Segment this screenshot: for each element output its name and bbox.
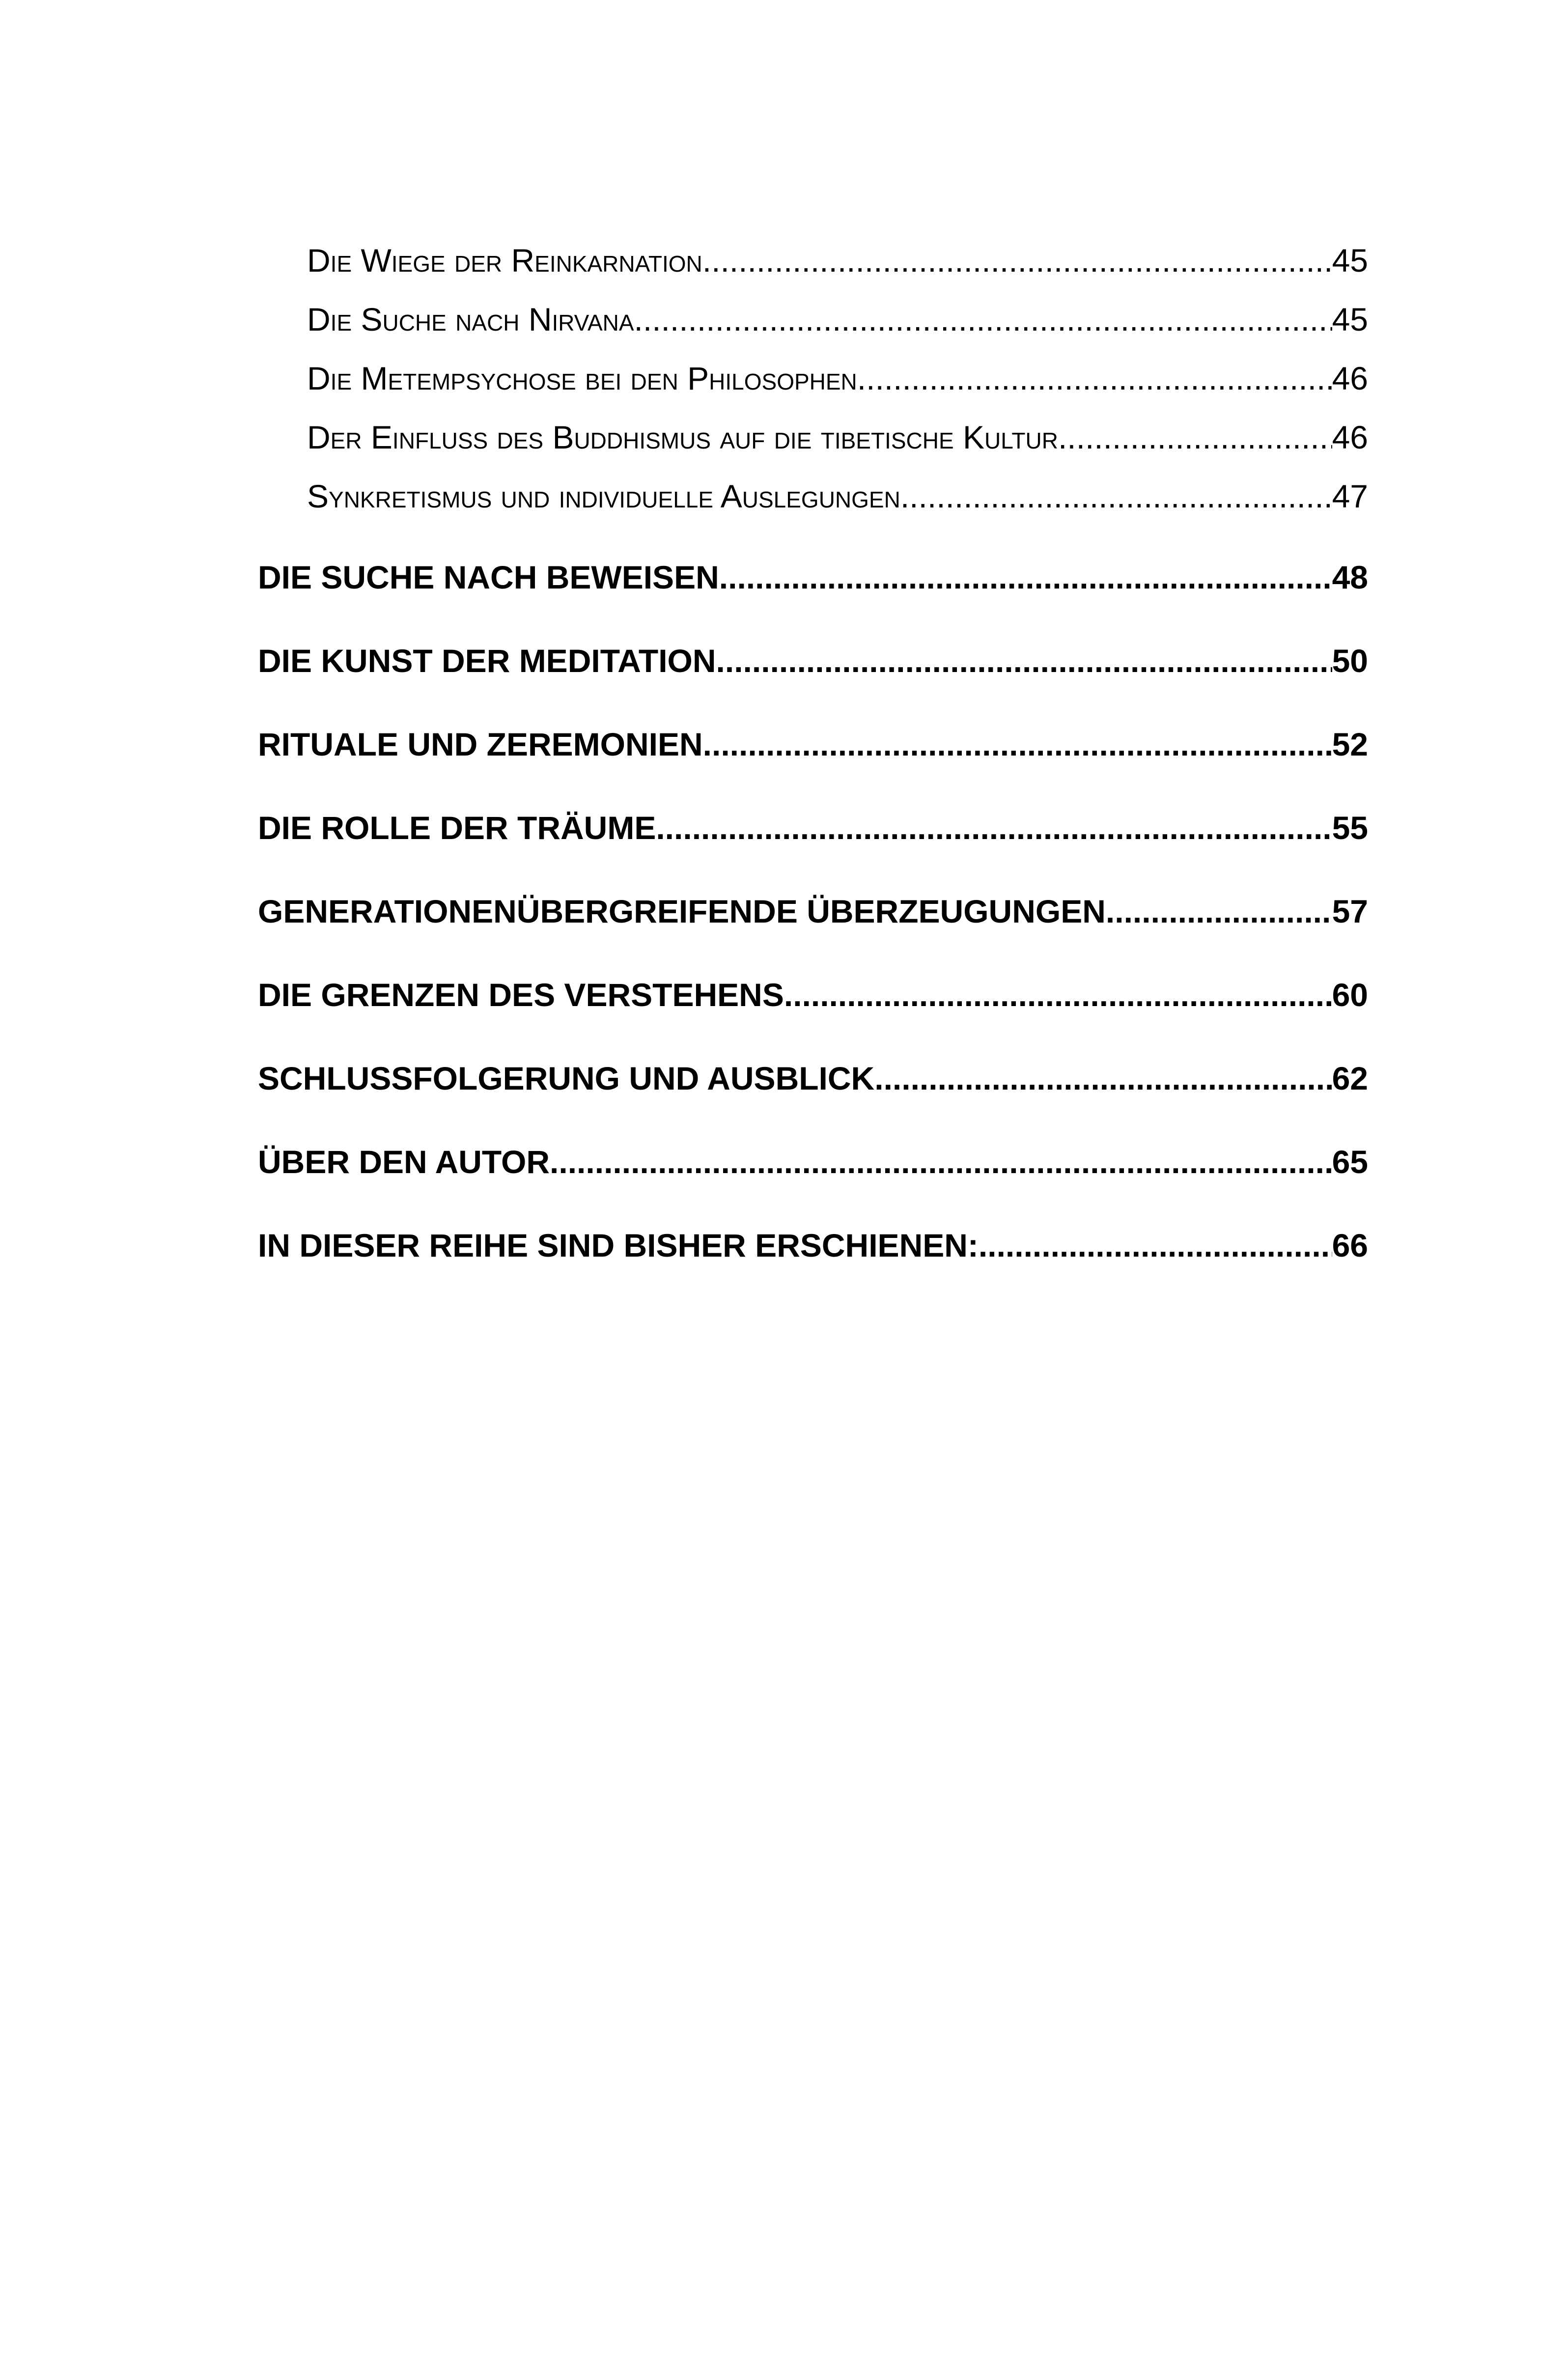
dot-leader (719, 535, 1332, 619)
toc-subentry[interactable] (307, 408, 1368, 467)
toc-subentry[interactable] (307, 467, 1368, 526)
toc-chapter-title: DIE SUCHE NACH BEWEISEN (258, 559, 719, 595)
toc-page-number: 50 (1332, 643, 1368, 679)
toc-subentry-title: Die Wiege der Reinkarnation (307, 242, 702, 279)
toc-subentry-title: Synkretismus und individuelle Auslegungen (307, 478, 900, 514)
toc-chapter-entry[interactable] (258, 1204, 1368, 1287)
toc-page-number: 62 (1332, 1060, 1368, 1096)
dot-leader (979, 1204, 1332, 1287)
toc-chapter-entry[interactable] (258, 619, 1368, 702)
dot-leader (784, 953, 1332, 1037)
toc-subentry-title: Die Suche nach Nirvana (307, 301, 634, 337)
toc-subentry[interactable] (307, 231, 1368, 290)
dot-leader (702, 231, 1332, 290)
toc-chapter-title: SCHLUSSFOLGERUNG UND AUSBLICK (258, 1060, 875, 1096)
toc-chapter-entry[interactable] (258, 870, 1368, 953)
toc-subentry[interactable] (307, 290, 1368, 349)
toc-chapter-entry[interactable] (258, 535, 1368, 619)
toc-chapter-entry[interactable] (258, 702, 1368, 786)
dot-leader (656, 786, 1332, 870)
toc-page-number: 45 (1332, 242, 1368, 279)
dot-leader (1058, 408, 1332, 467)
toc-subentry[interactable] (307, 349, 1368, 408)
toc-page-number: 60 (1332, 977, 1368, 1013)
toc-subentry-title: Der Einfluss des Buddhismus auf die tibetische Kultur (307, 419, 1058, 455)
toc-chapter-entry[interactable] (258, 786, 1368, 870)
toc-page-number: 47 (1332, 478, 1368, 514)
toc-chapter-entry[interactable] (258, 1037, 1368, 1120)
toc-page-number: 66 (1332, 1227, 1368, 1263)
toc-page-number: 45 (1332, 301, 1368, 337)
table-of-contents (258, 231, 1368, 1287)
toc-subentry-title: Die Metempsychose bei den Philosophen (307, 360, 857, 396)
toc-page-number: 55 (1332, 810, 1368, 846)
toc-page-number: 57 (1332, 893, 1368, 929)
dot-leader (716, 619, 1332, 702)
dot-leader (703, 702, 1332, 786)
toc-chapter-title: ÜBER DEN AUTOR (258, 1144, 550, 1180)
toc-chapter-title: GENERATIONENÜBERGREIFENDE ÜBERZEUGUNGEN (258, 893, 1106, 929)
dot-leader (634, 290, 1332, 349)
toc-page-number: 46 (1332, 419, 1368, 455)
toc-page-number: 48 (1332, 559, 1368, 595)
toc-page-number: 46 (1332, 360, 1368, 396)
dot-leader (900, 467, 1332, 526)
dot-leader (1106, 870, 1332, 953)
toc-chapter-title: DIE GRENZEN DES VERSTEHENS (258, 977, 784, 1013)
toc-page-number: 65 (1332, 1144, 1368, 1180)
toc-chapter-title: RITUALE UND ZEREMONIEN (258, 726, 703, 762)
toc-chapter-title: DIE ROLLE DER TRÄUME (258, 810, 656, 846)
toc-chapter-title: DIE KUNST DER MEDITATION (258, 643, 716, 679)
dot-leader (550, 1120, 1332, 1204)
toc-chapter-title: IN DIESER REIHE SIND BISHER ERSCHIENEN: (258, 1227, 979, 1263)
toc-chapter-entry[interactable] (258, 1120, 1368, 1204)
dot-leader (874, 1037, 1332, 1120)
dot-leader (857, 349, 1332, 408)
toc-chapter-entry[interactable] (258, 953, 1368, 1037)
toc-page-number: 52 (1332, 726, 1368, 762)
